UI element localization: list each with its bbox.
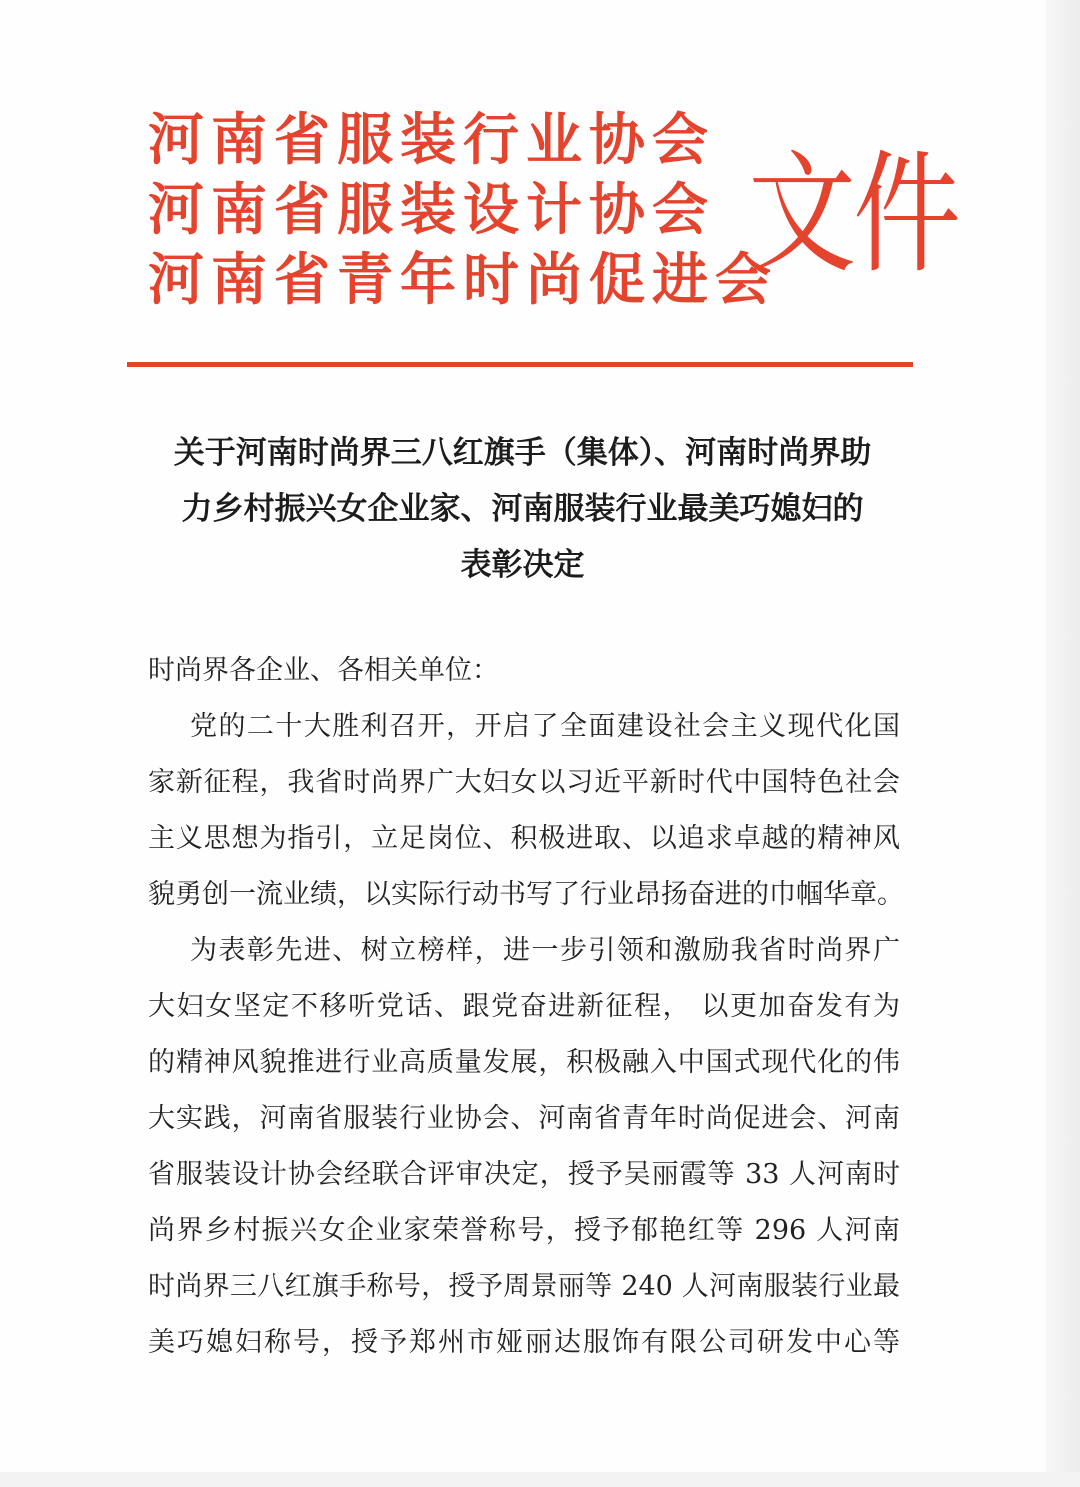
paragraph-line: 党的二十大胜利召开，开启了全面建设社会主义现代化国 <box>190 711 900 742</box>
header-red-divider <box>127 362 913 367</box>
paragraph-line: 貌勇创一流业绩，以实际行动书写了行业昂扬奋进的巾帼华章。 <box>148 879 904 910</box>
organization-name: 河南省服装设计协会 <box>148 177 715 243</box>
organization-name: 河南省青年时尚促进会 <box>148 247 778 313</box>
paragraph-line: 为表彰先进、树立榜样，进一步引领和激励我省时尚界广 <box>190 935 900 966</box>
salutation: 时尚界各企业、各相关单位： <box>148 655 499 686</box>
paragraph-line: 家新征程，我省时尚界广大妇女以习近平新时代中国特色社会 <box>148 767 900 798</box>
organization-name: 河南省服装行业协会 <box>148 107 715 173</box>
paragraph-line: 主义思想为指引，立足岗位、积极进取、以追求卓越的精神风 <box>148 823 900 854</box>
paragraph-line: 省服装设计协会经联合评审决定，授予吴丽霞等 33 人河南时 <box>148 1159 900 1190</box>
paragraph-line: 时尚界三八红旗手称号，授予周景丽等 240 人河南服装行业最 <box>148 1271 900 1302</box>
title-line: 关于河南时尚界三八红旗手（集体）、河南时尚界助 <box>173 435 872 471</box>
title-line: 表彰决定 <box>460 547 585 583</box>
paragraph-1 <box>148 699 904 923</box>
title-line: 力乡村振兴女企业家、河南服装行业最美巧媳妇的 <box>181 491 864 527</box>
issuing-organizations <box>148 105 778 315</box>
document-title <box>140 425 905 593</box>
page-edge-shadow <box>1046 0 1080 1487</box>
paragraph-line: 美巧媳妇称号，授予郑州市娅丽达服饰有限公司研发中心等 <box>148 1327 900 1358</box>
page-bottom-edge <box>0 1472 1080 1487</box>
paragraph-line: 的精神风貌推进行业高质量发展，积极融入中国式现代化的伟 <box>148 1047 900 1078</box>
paragraph-line: 尚界乡村振兴女企业家荣誉称号，授予郁艳红等 296 人河南 <box>148 1215 900 1246</box>
document-mark: 文件 <box>748 138 958 292</box>
paragraph-line: 大实践，河南省服装行业协会、河南省青年时尚促进会、河南 <box>148 1103 900 1134</box>
paragraph-2 <box>148 923 900 1371</box>
paragraph-line: 大妇女坚定不移听党话、跟党奋进新征程， 以更加奋发有为 <box>148 991 900 1022</box>
document-body <box>148 643 904 1371</box>
